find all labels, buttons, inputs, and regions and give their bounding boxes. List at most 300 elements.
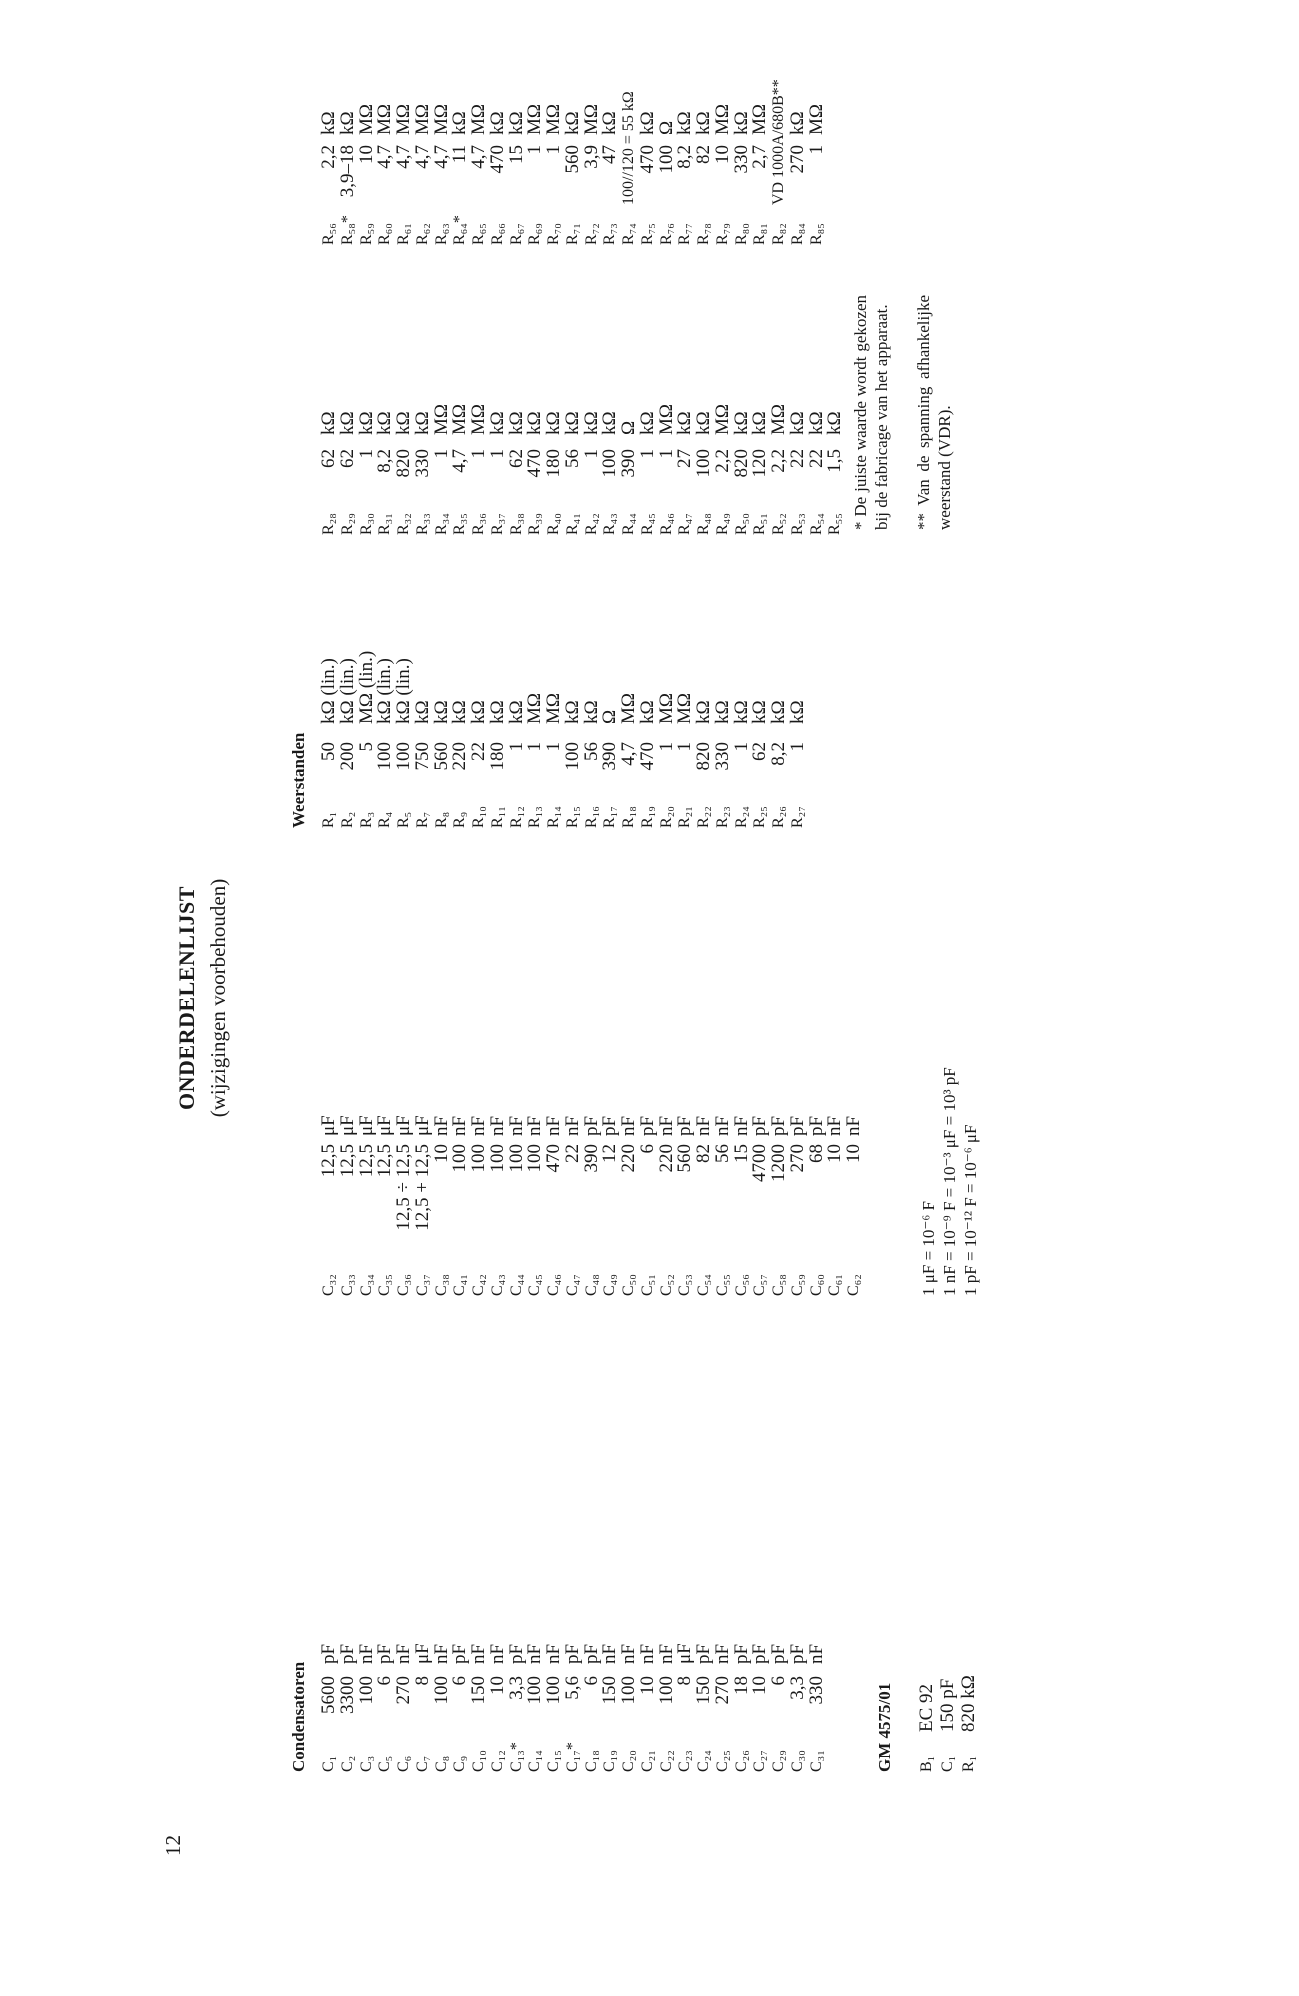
list-item (336, 568, 358, 828)
part-id: R₃₃ (413, 513, 431, 535)
part-id: R₂₀ (657, 806, 675, 828)
list-item (786, 1542, 808, 1772)
condensatoren-list-2 (320, 1036, 864, 1296)
part-value: 1 (524, 145, 546, 155)
part-value: 62 (505, 449, 527, 468)
part-id: R₇₆ (657, 223, 675, 245)
footnote-asterisk: * De juiste waarde wordt gekozen bij de fabricage van het apparaat. (851, 295, 891, 530)
part-id: R₈ (432, 811, 450, 828)
part-id: R₂₄ (732, 806, 750, 828)
list-item (561, 1542, 583, 1772)
part-value: 1 (524, 742, 546, 752)
part-id: C₄₄ (507, 1274, 525, 1296)
part-unit: nF (655, 1115, 677, 1136)
list-item (395, 568, 414, 828)
model-heading: GM 4575/01 (875, 1682, 894, 1772)
part-unit: kΩ (768, 700, 789, 724)
part-id: R₂₆ (770, 806, 787, 828)
part-id: C₅₁ (638, 1274, 656, 1296)
list-item (620, 568, 639, 828)
part-id: R₂₉ (338, 513, 356, 535)
part-unit: kΩ (636, 411, 658, 435)
footnote-double-asterisk: ** Van de spanning afhankelijke weerstand (VDR). (914, 295, 954, 530)
part-unit: μF (374, 1115, 396, 1136)
part-value: 1 (730, 742, 752, 752)
part-unit: pF (580, 1115, 602, 1136)
part-id: C₁₉ (601, 1750, 619, 1772)
part-unit: kΩ (711, 700, 733, 724)
part-unit: MΩ (524, 103, 546, 135)
part-id: C₂₄ (695, 1750, 712, 1772)
part-value: 1 (786, 742, 808, 752)
part-unit: kΩ (599, 411, 621, 435)
part-id: C₂₇ (751, 1750, 769, 1772)
part-id: C₄₉ (601, 1274, 619, 1296)
part-value: 270 (786, 1144, 808, 1173)
part-id: R₆₆ (488, 223, 506, 245)
part-id: R₁₄ (545, 806, 562, 828)
part-unit: kΩ (393, 411, 414, 435)
part-id: R₇₁ (563, 223, 581, 245)
part-id: R₆₁ (395, 223, 412, 245)
part-value: 1 (543, 742, 564, 752)
list-item (395, 295, 414, 535)
part-value: 470 (486, 145, 508, 174)
part-id: C₁ (939, 1755, 956, 1772)
part-unit: nF (468, 1115, 489, 1136)
part-value: 150 (693, 1676, 714, 1705)
part-unit: MΩ (674, 692, 696, 724)
part-value: 11 (449, 145, 471, 164)
part-value: EC 92 (916, 1683, 937, 1732)
list-item (695, 1036, 714, 1296)
part-value: 1 (355, 449, 377, 459)
part-unit: pF (786, 1643, 808, 1664)
part-value: 1 (655, 449, 677, 459)
part-value: 1 (505, 742, 527, 752)
part-unit: Ω (599, 709, 621, 724)
part-unit: pF (749, 1115, 771, 1136)
list-item (486, 1036, 508, 1296)
part-unit: kΩ (505, 700, 527, 724)
list-item (470, 1036, 489, 1296)
part-id: R₁₉ (638, 806, 656, 828)
list-item (430, 568, 452, 828)
list-item (470, 568, 489, 828)
part-value: 100 (524, 1676, 546, 1705)
part-value: 6 (636, 1144, 658, 1154)
list-item (676, 568, 695, 828)
list-item (470, 295, 489, 535)
part-value: 1 (430, 449, 452, 459)
part-value: 330 (411, 449, 433, 478)
part-value: 100 (693, 449, 714, 478)
part-unit: kΩ (786, 700, 808, 724)
list-item (676, 1036, 695, 1296)
part-value: 330 (730, 145, 752, 174)
part-value: 8 (411, 1676, 433, 1686)
part-id: R₅₂ (770, 513, 787, 535)
part-unit: pF (336, 1643, 358, 1664)
part-id: C₃₇ (413, 1274, 431, 1296)
part-id: R₇₅ (638, 223, 656, 245)
part-id: R₅₆ (320, 223, 337, 245)
list-item (336, 1542, 358, 1772)
part-unit: μF (355, 1115, 377, 1136)
part-value: 12 (599, 1144, 621, 1163)
part-unit: nF (730, 1115, 752, 1136)
part-unit: MΩ (768, 403, 789, 435)
part-value: 220 (655, 1144, 677, 1173)
part-unit: kΩ (336, 411, 358, 435)
part-value: 220 (449, 742, 471, 771)
list-item (770, 1542, 789, 1772)
part-unit: MΩ (524, 692, 546, 724)
part-id: C₁₅ (545, 1750, 562, 1772)
part-value: 1 (468, 449, 489, 459)
part-unit: kΩ (636, 111, 658, 135)
list-item (958, 1572, 979, 1772)
part-value: 120 (749, 449, 771, 478)
part-unit: pF (749, 1643, 771, 1664)
part-value: 10 (636, 1676, 658, 1695)
part-unit: MΩ (711, 103, 733, 135)
part-unit: nF (524, 1115, 546, 1136)
part-value: 100 (430, 1676, 452, 1705)
part-value: 330 (805, 1676, 827, 1705)
list-item (711, 568, 733, 828)
part-id: R₁₈ (620, 806, 637, 828)
part-value: 100//120 = 55 kΩ (620, 91, 637, 205)
part-unit: MΩ (468, 403, 489, 435)
list-item (805, 1036, 827, 1296)
list-item (561, 1036, 583, 1296)
part-unit: pF (599, 1115, 621, 1136)
part-id: R₈₅ (807, 223, 825, 245)
list-item (636, 0, 658, 245)
part-unit: kΩ (730, 111, 752, 135)
part-value: 220 (618, 1144, 639, 1173)
part-id: R₁₅ (563, 806, 581, 828)
list-item (751, 568, 770, 828)
part-id: C₅₅ (713, 1274, 731, 1296)
part-id: C₄₅ (526, 1274, 544, 1296)
part-value: 62 (318, 449, 339, 468)
part-id: C₅ (376, 1755, 394, 1772)
part-id: R₁ (960, 1755, 977, 1772)
part-value: 180 (486, 742, 508, 771)
part-id: R₃₅ (451, 513, 469, 535)
part-id: C₁₄ (526, 1750, 544, 1772)
part-unit: nF (430, 1643, 452, 1664)
part-id: R₅₁ (751, 513, 769, 535)
part-id: C₁₇* (563, 1742, 581, 1772)
list-item (770, 295, 789, 535)
part-unit: nF (543, 1643, 564, 1664)
part-id: C₁₂ (488, 1750, 506, 1772)
part-id: R₅₄ (807, 513, 825, 535)
part-id: R₄₃ (601, 513, 619, 535)
part-unit: pF (730, 1643, 752, 1664)
list-item (545, 295, 564, 535)
part-value: 6 (374, 1676, 396, 1686)
list-item (320, 568, 339, 828)
list-item (395, 0, 414, 245)
part-id: R₇₄ (620, 223, 637, 245)
part-unit: MΩ (543, 103, 564, 135)
part-value: 8,2 (374, 449, 396, 473)
part-id: R₁₃ (526, 806, 544, 828)
part-id: C₃₈ (432, 1274, 450, 1296)
part-id: R₂₁ (676, 806, 694, 828)
part-unit: nF (430, 1115, 452, 1136)
list-item (336, 0, 358, 245)
part-id: R₆₂ (413, 223, 431, 245)
part-id: R₃₇ (488, 513, 506, 535)
part-id: R₇ (413, 811, 431, 828)
part-unit: MΩ (393, 103, 414, 135)
part-value: 56 (561, 449, 583, 468)
part-unit: kΩ (749, 411, 771, 435)
weerstanden-list-1 (320, 568, 808, 828)
part-value: 390 (580, 1144, 602, 1173)
part-id: R₆₅ (470, 223, 487, 245)
part-id: R₆₀ (376, 223, 394, 245)
part-value: 27 (674, 449, 696, 468)
part-unit: nF (599, 1643, 621, 1664)
part-value: 5,6 (561, 1676, 583, 1700)
part-id: R₂₅ (751, 806, 769, 828)
part-value: 390 (599, 742, 621, 771)
list-item (320, 295, 339, 535)
part-value: 3,9–18 (336, 145, 358, 198)
part-id: C₈ (432, 1755, 450, 1772)
part-unit: pF (636, 1115, 658, 1136)
part-unit: kΩ (636, 700, 658, 724)
list-item (580, 568, 602, 828)
part-unit: kΩ (730, 411, 752, 435)
page-number: 12 (161, 1835, 185, 1856)
part-value: 82 (693, 145, 714, 164)
part-unit: pF (580, 1643, 602, 1664)
list-item (786, 295, 808, 535)
part-id: R₂₂ (695, 806, 712, 828)
part-value: 56 (580, 742, 602, 761)
part-id: R₈₀ (732, 223, 750, 245)
part-value: 18 (730, 1676, 752, 1695)
part-value: 100 (486, 1144, 508, 1173)
part-id: C₅₇ (751, 1274, 769, 1296)
part-value: 62 (749, 742, 771, 761)
part-id: R₁₂ (507, 806, 525, 828)
list-item (695, 295, 714, 535)
part-value: 560 (561, 145, 583, 174)
part-value: 820 (693, 742, 714, 771)
list-item (711, 1542, 733, 1772)
part-value: 560 (430, 742, 452, 771)
part-id: C₃₁ (807, 1750, 825, 1772)
part-id: C₆ (395, 1755, 412, 1772)
part-id: R₄₅ (638, 513, 656, 535)
part-value: 10 (355, 145, 377, 164)
part-unit: kΩ (449, 111, 471, 135)
part-unit: MΩ (411, 103, 433, 135)
part-unit: kΩ (318, 111, 339, 135)
part-value: 150 (468, 1676, 489, 1705)
part-id: C₅₃ (676, 1274, 694, 1296)
part-unit: kΩ (374, 411, 396, 435)
weerstanden-list-3 (320, 0, 826, 245)
part-id: C₅₂ (657, 1274, 675, 1296)
part-value: 8 (674, 1676, 696, 1686)
part-unit: kΩ (lin.) (374, 658, 396, 724)
part-id: R₇₈ (695, 223, 712, 245)
part-value: 1 (655, 742, 677, 752)
part-unit: nF (524, 1643, 546, 1664)
part-id: C₃₅ (376, 1274, 394, 1296)
part-id: R₄₉ (713, 513, 731, 535)
part-value: VD 1000A/680B** (770, 79, 787, 205)
part-id: R₃₄ (432, 513, 450, 535)
part-id: C₂₅ (713, 1750, 731, 1772)
list-item (786, 0, 808, 245)
part-id: C₆₀ (807, 1274, 825, 1296)
units-legend-line: 1 nF = 10⁻⁹ F = 10⁻³ μF = 10³ pF (940, 1067, 959, 1296)
part-value: 8,2 (674, 145, 696, 169)
part-unit: μF (674, 1643, 696, 1664)
part-unit: μF (411, 1643, 433, 1664)
part-unit: nF (693, 1115, 714, 1136)
part-value: 12,5 (355, 1144, 377, 1178)
part-value: 4,7 (618, 742, 639, 766)
part-unit: nF (486, 1643, 508, 1664)
list-item (451, 568, 470, 828)
list-item (561, 295, 583, 535)
list-item (730, 568, 752, 828)
part-id: R₃₉ (526, 513, 544, 535)
part-value: 2,2 (711, 449, 733, 473)
list-item (320, 1542, 339, 1772)
part-value: 12,5 + 12,5 (411, 1144, 433, 1231)
part-unit: pF (805, 1115, 827, 1136)
part-value: 1 (580, 449, 602, 459)
part-id: C₄₁ (451, 1274, 469, 1296)
part-value: 390 (618, 449, 639, 478)
part-value: 47 (599, 145, 621, 164)
part-value: 100 (355, 1676, 377, 1705)
page-title: ONDERDELENLIJST (174, 886, 199, 1110)
part-value: 3,9 (580, 145, 602, 169)
part-unit: kΩ (693, 700, 714, 724)
part-id: R₇₉ (713, 223, 731, 245)
part-id: R₅₉ (357, 223, 375, 245)
list-item (805, 1542, 827, 1772)
part-unit: nF (393, 1643, 414, 1664)
part-unit: nF (543, 1115, 564, 1136)
part-unit: pF (505, 1643, 527, 1664)
part-id: C₄₃ (488, 1274, 506, 1296)
part-unit: kΩ (674, 411, 696, 435)
part-unit: nF (355, 1643, 377, 1664)
part-value: 5 (355, 742, 377, 752)
part-id: C₂₁ (638, 1750, 656, 1772)
part-id: R₅₈* (338, 215, 356, 245)
part-value: 1 (674, 742, 696, 752)
part-value: 62 (336, 449, 358, 468)
part-value: 100 (449, 1144, 471, 1173)
part-id: R₄₆ (657, 513, 675, 535)
part-unit: kΩ (486, 111, 508, 135)
part-unit: MΩ (711, 403, 733, 435)
part-value: 470 (524, 449, 546, 478)
part-id: C₃ (357, 1755, 375, 1772)
part-id: C₆₂ (845, 1274, 862, 1296)
part-unit: kΩ (561, 411, 583, 435)
part-unit: nF (711, 1115, 733, 1136)
part-value: 100 (505, 1144, 527, 1173)
part-unit: kΩ (468, 700, 489, 724)
part-unit: pF (318, 1643, 339, 1664)
part-id: R₃₈ (507, 513, 525, 535)
part-unit: nF (449, 1115, 471, 1136)
list-item (937, 1572, 958, 1772)
part-unit: μF (336, 1115, 358, 1136)
part-unit: kΩ (lin.) (318, 658, 339, 724)
part-id: R₆₇ (507, 223, 525, 245)
part-id: C₇ (413, 1755, 431, 1772)
part-value: 8,2 (768, 742, 789, 766)
part-value: 1 (543, 145, 564, 155)
condensatoren-heading: Condensatoren (289, 1661, 308, 1772)
part-value: 100 (393, 742, 414, 771)
part-value: 3,3 (505, 1676, 527, 1700)
part-unit: Ω (618, 420, 639, 435)
part-unit: MΩ (543, 692, 564, 724)
part-id: R₄₄ (620, 513, 637, 535)
part-unit: MΩ (468, 103, 489, 135)
list-item (805, 0, 827, 245)
part-unit: MΩ (355, 103, 377, 135)
part-id: R₄₈ (695, 513, 712, 535)
part-unit: nF (636, 1643, 658, 1664)
part-id: R₄₁ (563, 513, 581, 535)
part-id: C₅₈ (770, 1274, 787, 1296)
part-id: R₇₀ (545, 223, 562, 245)
part-value: 10 (711, 145, 733, 164)
part-value: 150 pF (937, 1678, 958, 1732)
part-unit: MΩ (655, 692, 677, 724)
list-item (601, 0, 620, 245)
part-value: 5600 (318, 1676, 339, 1714)
part-value: 15 (730, 1144, 752, 1163)
part-id: R₂₈ (320, 513, 337, 535)
part-value: 22 (468, 742, 489, 761)
part-value: 330 (711, 742, 733, 771)
part-unit: Ω (655, 120, 677, 135)
part-id: C₂₉ (770, 1750, 787, 1772)
part-id: R₁₇ (601, 806, 619, 828)
part-value: 12,5 ÷ 12,5 (393, 1144, 414, 1231)
part-id: R₃₂ (395, 513, 412, 535)
part-unit: nF (618, 1115, 639, 1136)
part-value: 100 (655, 145, 677, 174)
part-id: C₅₆ (732, 1274, 750, 1296)
part-id: R₃ (357, 811, 375, 828)
part-unit: MΩ (749, 103, 771, 135)
list-item (545, 1542, 564, 1772)
part-id: R₃₁ (376, 513, 394, 535)
part-value: 100 (655, 1676, 677, 1705)
